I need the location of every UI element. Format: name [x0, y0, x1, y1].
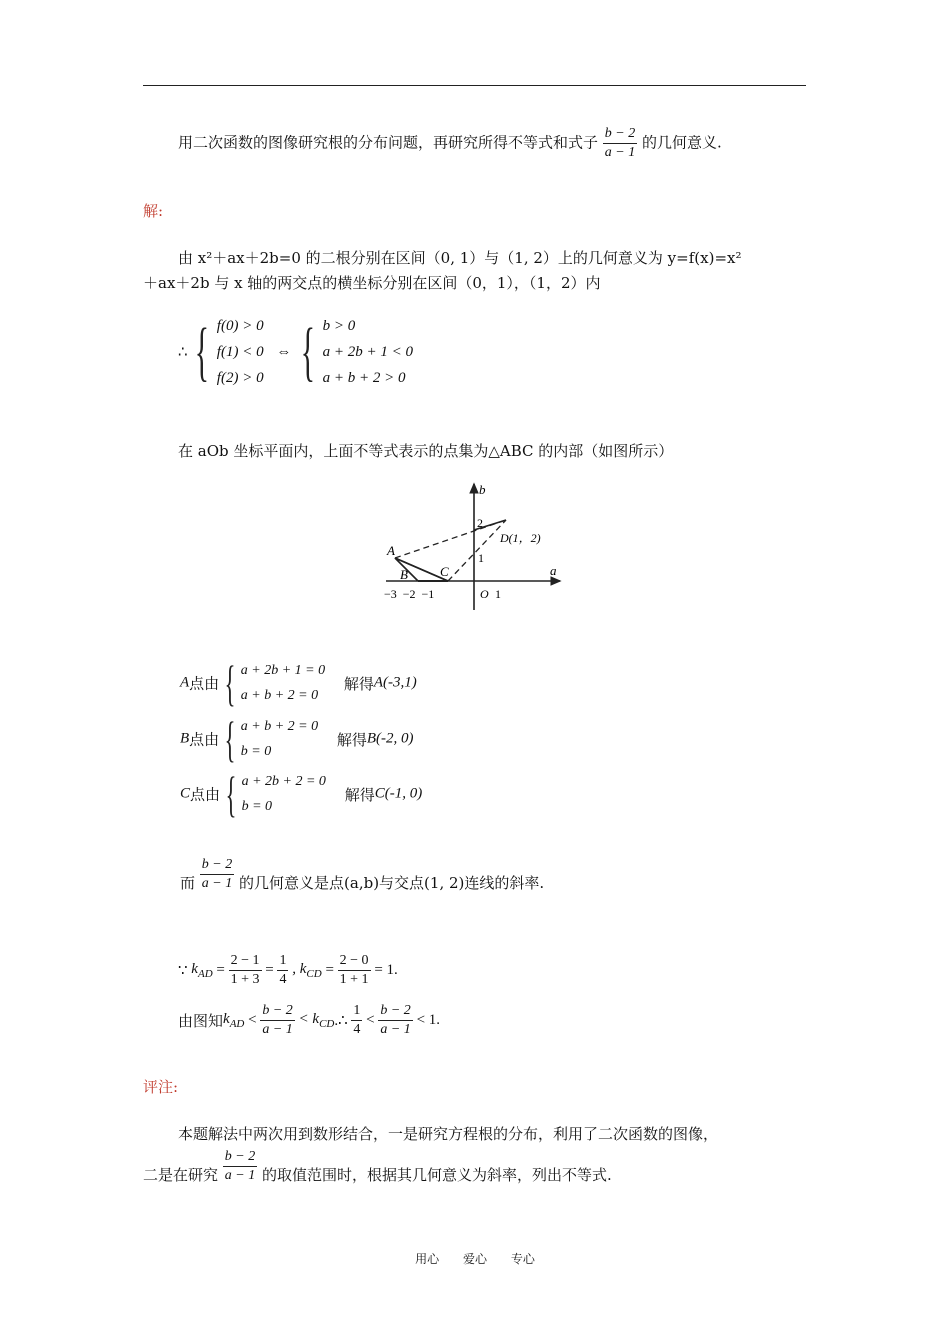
therefore: .∴	[334, 1013, 348, 1029]
equals: =	[216, 962, 225, 978]
fraction-numerator: 1	[277, 952, 288, 971]
right-eq-1: b > 0	[322, 318, 356, 334]
comment-fraction	[223, 1148, 257, 1185]
k-ad	[223, 1011, 245, 1030]
coordinate-figure	[378, 478, 578, 618]
point-c-eq2: b = 0	[241, 799, 273, 814]
fraction-1	[229, 952, 262, 989]
intro-text-before: 用二次函数的图像研究根的分布问题，再研究所得不等式和式子	[178, 133, 599, 152]
slope-suffix: 的几何意义是点(a,b)与交点(1, 2)连线的斜率.	[239, 874, 545, 892]
k-cd	[298, 1011, 335, 1030]
less-than: <	[366, 1012, 375, 1028]
fraction-3	[338, 952, 371, 989]
point-c-eq1: a + 2b + 2 = 0	[241, 774, 326, 789]
point-c-system	[242, 769, 326, 819]
fraction-denominator: a − 1	[380, 1022, 411, 1037]
point-a-result: A(-3,1)	[373, 674, 417, 691]
right-brace: {	[300, 315, 316, 388]
footer-item-2: 爱心	[462, 1252, 487, 1266]
point-c-mid: 点由	[190, 785, 221, 804]
fraction-denominator: a − 1	[201, 876, 233, 891]
tick-1: 1	[478, 551, 484, 565]
left-eq-3: f(2) > 0	[216, 370, 264, 386]
k-cd-subscript: CD	[319, 1018, 335, 1030]
fraction-numerator: b − 2	[260, 1002, 294, 1021]
point-a-mid: 点由	[189, 674, 220, 693]
k-ad-subscript: AD	[197, 968, 213, 980]
fraction-numerator: 2 − 0	[338, 952, 371, 971]
fraction-denominator: 4	[353, 1022, 361, 1037]
label-A: A	[387, 543, 395, 558]
header-rule	[143, 85, 806, 86]
equals: =	[265, 962, 274, 978]
fraction-denominator: 1 + 1	[339, 972, 369, 987]
page-footer	[0, 1250, 950, 1267]
para1-line1: 由 x²＋ax＋2b=0 的二根分别在区间（0, 1）与（1, 2）上的几何意义为 y=f(x)=x²	[178, 249, 742, 267]
comment-line2-after: 的取值范围时，根据其几何意义为斜率，列出不等式.	[262, 1166, 612, 1184]
fraction-denominator: 1 + 3	[230, 972, 260, 987]
origin: O	[480, 587, 489, 601]
point-a-brace: {	[224, 655, 236, 711]
footer-item-1: 用心	[415, 1252, 440, 1266]
equals: =	[325, 962, 334, 978]
point-a-derivation	[180, 657, 417, 709]
point-b-derivation	[180, 713, 414, 765]
fraction-numerator: b − 2	[223, 1148, 257, 1167]
fraction-2	[277, 952, 288, 989]
para1-line2: ＋ax＋2b 与 x 轴的两交点的横坐标分别在区间（0，1），（1，2）内	[143, 274, 601, 292]
point-a-solve: 解得	[343, 674, 374, 693]
intro-text-after: 的几何意义.	[642, 133, 722, 152]
right-eq-2: a + 2b + 1 < 0	[322, 344, 413, 360]
fraction-numerator: 2 − 1	[229, 952, 262, 971]
fraction-numerator: 1	[351, 1002, 362, 1021]
fraction-3	[378, 1002, 412, 1039]
right-eq-3: a + b + 2 > 0	[322, 370, 406, 386]
comment-line2	[143, 1148, 612, 1185]
fraction-denominator: 4	[279, 972, 287, 987]
comment-line2-before: 二是在研究	[143, 1166, 219, 1184]
point-b-eq2: b = 0	[240, 744, 272, 759]
calc1-end: = 1.	[374, 962, 398, 978]
point-c-derivation	[180, 768, 422, 820]
label-D: D(1，2)	[500, 531, 541, 545]
less-than: <	[248, 1012, 257, 1028]
equiv-symbol: ⇔	[276, 343, 292, 360]
fraction-denominator: a − 1	[604, 145, 636, 160]
label-b-axis: b	[479, 482, 486, 497]
slope-sentence	[180, 856, 544, 893]
fraction-denominator: a − 1	[262, 1022, 293, 1037]
left-eq-1: f(0) > 0	[216, 318, 264, 334]
point-b-eq1: a + b + 2 = 0	[240, 719, 319, 734]
point-b-mid: 点由	[189, 730, 220, 749]
point-a-prefix: A	[180, 674, 190, 691]
point-b-system	[241, 714, 318, 764]
point-c-solve: 解得	[344, 785, 375, 804]
k-cd	[292, 961, 322, 980]
k-letter: k	[191, 961, 198, 977]
left-brace: {	[195, 315, 210, 388]
label-a-axis: a	[550, 563, 557, 578]
because-symbol: ∵	[178, 963, 188, 979]
fraction-numerator: b − 2	[603, 125, 637, 144]
point-c-brace: {	[225, 766, 237, 822]
slope-calculation	[178, 952, 398, 989]
fraction-2	[351, 1002, 362, 1039]
point-b-result: B(-2, 0)	[366, 730, 414, 747]
point-a-eq2: a + b + 2 = 0	[240, 688, 319, 703]
left-system	[217, 313, 264, 391]
left-eq-2: f(1) < 0	[216, 344, 264, 360]
slope-inequality	[178, 1002, 440, 1039]
point-b-brace: {	[224, 711, 236, 767]
right-system	[323, 313, 413, 391]
fraction-1	[260, 1002, 294, 1039]
slope-prefix: 而	[180, 874, 196, 892]
point-a-eq1: a + 2b + 1 = 0	[240, 663, 326, 678]
point-b-prefix: B	[180, 730, 190, 747]
less-than-k: < k	[298, 1011, 320, 1027]
fraction-denominator: a − 1	[224, 1168, 256, 1183]
k-letter: k	[223, 1011, 230, 1027]
intro-fraction	[603, 125, 637, 162]
tick-2: 2	[477, 516, 483, 530]
fraction-numerator: b − 2	[378, 1002, 412, 1021]
fraction-numerator: b − 2	[200, 856, 234, 875]
x-tick-1: 1	[495, 587, 501, 601]
point-b-solve: 解得	[336, 730, 367, 749]
point-a-system	[241, 658, 325, 708]
calc2-prefix: 由图知	[178, 1012, 224, 1030]
x-ticks: −3 −2 −1	[384, 587, 435, 601]
inequality-system	[178, 313, 413, 391]
k-cd-letter: , k	[292, 961, 307, 977]
label-C: C	[440, 564, 449, 579]
slope-fraction	[200, 856, 234, 893]
para2: 在 aOb 坐标平面内，上面不等式表示的点集为△ABC 的内部（如图所示）	[178, 442, 674, 460]
k-cd-subscript: CD	[306, 968, 322, 980]
comment-line1: 本题解法中两次用到数形结合，一是研究方程根的分布，利用了二次函数的图像，	[178, 1125, 719, 1143]
point-c-prefix: C	[180, 785, 191, 802]
footer-item-3: 专心	[510, 1252, 535, 1266]
label-B: B	[400, 567, 408, 582]
intro-paragraph	[178, 125, 722, 162]
therefore-symbol: ∴	[178, 344, 188, 361]
k-ad-subscript: AD	[229, 1018, 245, 1030]
calc2-end: < 1.	[416, 1012, 441, 1028]
comment-label: 评注:	[143, 1078, 179, 1096]
k-ad	[191, 961, 213, 980]
solution-label: 解:	[143, 202, 164, 220]
point-c-result: C(-1, 0)	[374, 785, 423, 802]
